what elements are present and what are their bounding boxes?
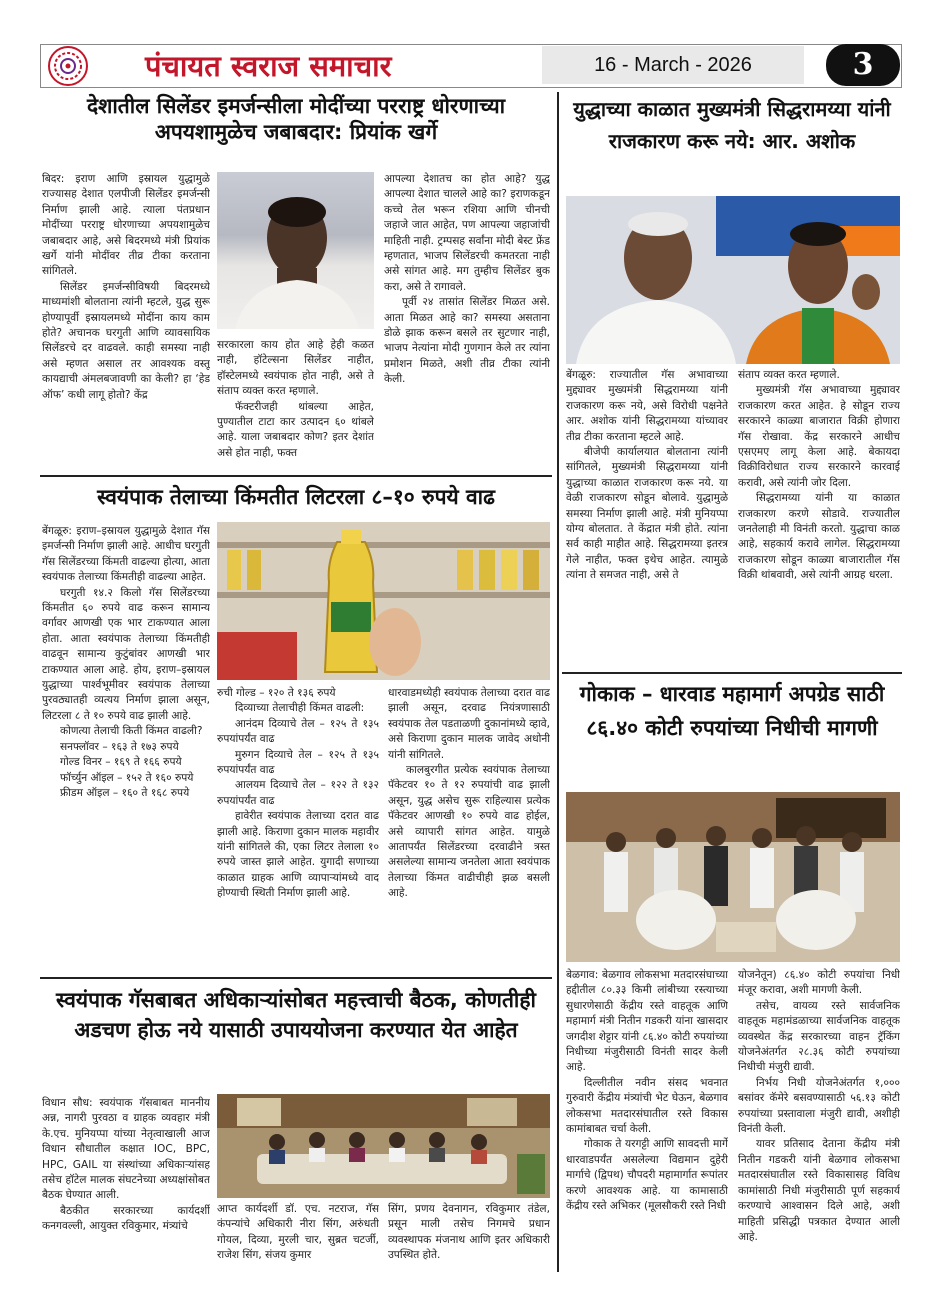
- priyank-kharge-photo: [217, 172, 374, 329]
- paragraph: सिद्धरामय्या यांनी या काळात राजकारण करणे सोडावे. राज्यातील जनतेलाही मी विनंती करतो. युद्धाचा काळ आहे, सहकार्य करावे लागेल. सिद्धरामय्या राजकारण सोडून काळ्या बाजारातील गॅस विक्री थांबवावी, असे त्यांनी आग्रह धरला.: [738, 492, 900, 582]
- article3-column-1: [42, 1096, 210, 1276]
- paragraph: संताप व्यक्त करत म्हणाले.: [738, 369, 840, 381]
- paragraph: हावेरीत स्वयंपाक तेलाच्या दरात वाढ झाली आहे. किराणा दुकान मालक महावीर यांनी सांगितले की, एका लिटर तेलाला १० रुपये जास्त झाले आहेत. युगादी सणाच्या काळात ग्राहक आणि व्यापाऱ्यांमध्ये वाद होण्याची स्थिती निर्माण झाली आहे.: [217, 810, 379, 900]
- paragraph: निर्भय निधी योजनेअंतर्गत १,००० बसांवर कॅमेरे बसवण्यासाठी ५६.१३ कोटी रुपयांच्या प्रस्तावाला मंजुरी द्यावी, अशीही विनंती केली.: [738, 1076, 900, 1136]
- section-divider: [40, 977, 552, 979]
- article1-column-3: [384, 172, 550, 472]
- paragraph: बीजेपी कार्यालयात बोलताना त्यांनी सांगितले, मुख्यमंत्री सिद्धरामय्या यांनी युद्धाच्या काळात राजकारण करू नये. या वेळी राजकारण सोडून बोलावे. युद्धामुळे समस्या निर्माण झाली आहे. मंत्री मुनियप्पा योग्य बोलतात. ते केंद्रात मंत्री होते. त्यांना सर्व काही माहीत आहे. सिद्धरामय्या इतरत्र गेले नाहीत, फक्त इथेच आहेत. त्यामुळे त्यांना ते समजत नाही, असे ते: [566, 446, 728, 582]
- article3-headline: स्वयंपाक गॅसबाबत अधिकाऱ्यांसोबत महत्त्वाची बैठक, कोणतीही अडचण होऊ नये यासाठी उपाययोजना करण्यात येत आहेत: [56, 988, 536, 1043]
- article4-headline: युद्धाच्या काळात मुख्यमंत्री सिद्धरामय्या यांनी राजकारण करू नये: आर. अशोक: [573, 97, 891, 153]
- article5-column-2: [738, 968, 900, 1276]
- article2-headline: स्वयंपाक तेलाच्या किंमतीत लिटरला ८–१० रुपये वाढ: [97, 485, 495, 509]
- logo-emblem-icon: [50, 48, 86, 84]
- paragraph: आनंदम दिव्याचे तेल – १२५ ते १३५ रुपयांपर्यंत वाढ: [217, 717, 379, 746]
- article1-column-2: [217, 338, 374, 472]
- paragraph: आलयम दिव्याचे तेल – १२२ ते १३२ रुपयांपर्यंत वाढ: [217, 779, 379, 807]
- article4-column-2: [738, 368, 900, 668]
- paragraph: दिव्याच्या तेलाचीही किंमत वाढली:: [235, 702, 365, 715]
- article3-column-3: [388, 1202, 550, 1276]
- paragraph: फॅक्टरीजही थांबल्या आहेत, पुण्यातील टाटा कार उत्पादन ६० थांबले आहे. याला जबाबदार कोण? इतर देशांत असे होत नाही, फक्त: [217, 400, 374, 459]
- paragraph: गोकाक ते यरगट्टी आणि सावदत्ती मार्गे धारवाडपर्यंत असलेल्या विद्यमान दुहेरी मार्गाचे (द्विपथ) चौपदरी महामार्गात रूपांतर करणे आवश्यक आहे. या कामासाठी केंद्रीय रस्ते अभिकर (मूलसौकरी रस्ते निधी: [566, 1138, 728, 1213]
- paragraph: सिलेंडर इमर्जन्सीविषयी बिदरमध्ये माध्यमांशी बोलताना त्यांनी म्हटले, युद्ध सुरू होण्यापूर्वी इस्रायलमध्ये मोदींना काय काम होते? अचानक घरगुती आणि व्यावसायिक सिलेंडरचे दर वाढवले. काही समस्या नाही असे म्हणत असाल तर आवश्यक वस्तू कायद्याची अंमलबजावणी का केली? हा ‘हेड ऑफ’ कधी लागू होतो? केंद्र: [42, 280, 210, 401]
- paragraph: बेंगळूरु: राज्यातील गॅस अभावाच्या मुद्द्यावर मुख्यमंत्री सिद्धरामय्या यांनी राजकारण करू नये, असे विरोधी पक्षनेते आर. अशोक यांनी सिद्धरामय्या यांच्यावर तीव्र टीका करताना म्हटले आहे.: [566, 369, 728, 443]
- paragraph: आपल्या देशातच का होत आहे? युद्ध आपल्या देशात चालले आहे का? इराणकडून कच्चे तेल भरून रशिया आणि चीनची जहाजे जात आहेत, पण आपल्या जहाजांची माहिती नाही. ट्रम्पसह सर्वांना मोदी बेस्ट फ्रेंड म्हणतात, भाजप सिलेंडरची कमतरता नाही असे सांगत आहे. मग तुम्हीच सिलेंडर बुक करा, असे ते रागावले.: [384, 173, 550, 293]
- paragraph: घरगुती १४.२ किलो गॅस सिलेंडरच्या किंमतीत ६० रुपये वाढ करून सामान्य वर्गावर आणखी एक भार टाकण्यात आला होता. आता स्वयंपाक तेलाच्या किंमतीही वाढवून सामान्य कुटुंबांवर आणखी भार टाकण्यात आला आहे. होय, इराण–इस्रायल युद्धाच्या पार्श्वभूमीवर स्वयंपाक तेलाच्या पुरवठ्यातही व्यत्यय निर्माण झाला असून, लिटरला ८ ते १० रुपये वाढ झाली आहे.: [42, 586, 210, 722]
- article1-column-1: [42, 172, 210, 472]
- paragraph: पूर्वी २४ तासांत सिलेंडर मिळत असे. आता मिळत आहे का? समस्या असताना डोळे झाक करून बसले तर सुटणार नाही, भाजप नेत्यांना मोदी गुणगान केले तर त्यांना प्रमोशन मिळते, अशी तीव्र टीका त्यांनी केली.: [384, 296, 550, 386]
- article2-column-2: [217, 686, 379, 968]
- cooking-oil-bottle-photo: [217, 522, 550, 680]
- paragraph: गोल्ड विनर – १६९ ते १६६ रुपये: [60, 756, 182, 769]
- paragraph: कालबुरगीत प्रत्येक स्वयंपाक तेलाच्या पॅकेटवर १० ते १२ रुपयांची वाढ झाली असून, युद्ध असेच सुरू राहिल्यास प्रत्येक पॅकेटवर आणखी १० रुपये वाढ होईल, असे व्यापारी सांगत आहेत. यामुळे आतापर्यंत सिलेंडरच्या दरवाढीने त्रस्त असलेल्या सामान्य जनतेला आता स्वयंपाक तेलाच्या किंमत वाढीचीही झळ बसली आहे.: [388, 764, 550, 900]
- paragraph: सनफ्लॉवर – १६३ ते १७३ रुपये: [60, 740, 179, 753]
- paragraph: कोणत्या तेलाची किती किंमत वाढली?: [60, 725, 203, 738]
- siddaramaiah-ashoka-photo: [566, 196, 900, 364]
- paragraph: मुख्यमंत्री गॅस अभावाच्या मुद्द्यावर राजकारण करत आहेत. हे सोडून राज्य सरकारने काळ्या बाजारात विक्री होणारा गॅस रोखावा. केंद्र सरकारने आधीच एसएमए लागू केला आहे. बेकायदा विक्रीविरोधात राज्य सरकारने कारवाई करावी, असे त्यांनी जोर दिला.: [738, 384, 900, 489]
- article3-column-2: [217, 1202, 379, 1276]
- page-number: 3: [826, 44, 900, 86]
- meeting-room-photo: [217, 1094, 550, 1198]
- article2-column-1: [42, 524, 210, 968]
- paragraph: फ्रीडम ऑइल – १६० ते १६८ रुपये: [60, 786, 190, 799]
- paragraph: बिदर: इराण आणि इस्रायल युद्धामुळे राज्यासह देशात एलपीजी सिलेंडर इमर्जन्सी निर्माण झाली आहे. त्याला पंतप्रधान मोदींच्या परराष्ट्र धोरणाच्या अपयशामुळेच जबाबदार आहे, असे बिदरमध्ये मंत्री प्रियांक खर्गे यांनी मोदींवर तीव्र टीका करताना सांगितले.: [42, 173, 210, 278]
- gadkari-shettar-meeting-photo: [566, 792, 900, 962]
- paragraph: सरकारला काय होत आहे हेही कळत नाही, हॉटेल्सना सिलेंडर नाहीत, हॉस्टेलमध्ये स्वयंपाक होत नाही, असे ते संताप व्यक्त करत म्हणाले.: [217, 339, 374, 398]
- paragraph: दिल्लीतील नवीन संसद भवनात गुरुवारी केंद्रीय मंत्र्यांची भेट घेऊन, बेळगाव लोकसभा मतदारसंघातील रस्ते विकास कामांबाबत चर्चा केली.: [566, 1076, 728, 1136]
- article5-headline: गोकाक – धारवाड महामार्ग अपग्रेड साठी ८६.४० कोटी रुपयांच्या निधीची मागणी: [579, 682, 885, 740]
- paragraph: तसेच, वायव्य रस्ते सार्वजनिक वाहतूक महामंडळाच्या सार्वजनिक वाहतूक व्यवस्थेत केंद्र सरकारच्या वाहन ट्रॅकिंग योजनेअंतर्गत २८.३६ कोटी रुपयांच्या निधीची मंजुरी द्यावी.: [738, 999, 900, 1074]
- article5-column-1: [566, 968, 728, 1276]
- article4-column-1: [566, 368, 728, 668]
- column-divider: [557, 92, 559, 1272]
- paragraph: मुरुगन दिव्याचे तेल – १२५ ते १३५ रुपयांपर्यंत वाढ: [217, 748, 379, 777]
- paragraph: धारवाडमध्येही स्वयंपाक तेलाच्या दरात वाढ झाली असून, दरवाढ नियंत्रणासाठी स्वयंपाक तेल पडताळणी दुकानांमध्ये व्हावे, असे किराणा दुकान मालक जावेद अधोनी यांनी सांगितले.: [388, 687, 550, 761]
- paragraph: सिंग, प्रणय देवनागन, रविकुमार तंडेल, प्रसून माली तसेच निगमचे प्रधान व्यवस्थापक मंजनाथ आणि इतर अधिकारी उपस्थित होते.: [388, 1203, 550, 1262]
- issue-date: 16 - March - 2026: [542, 46, 804, 84]
- paragraph: यावर प्रतिसाद देताना केंद्रीय मंत्री नितीन गडकरी यांनी बेळगाव लोकसभा मतदारसंघातील रस्ते विकासासह विविध कामांसाठी निधी मंजुरीसाठी पूर्ण सहकार्य करण्याचे आश्वासन दिले आहे, अशी माहिती प्रसिद्धी पत्रकात देण्यात आली आहे.: [738, 1138, 900, 1243]
- article1-headline: देशातील सिलेंडर इमर्जन्सीला मोदींच्या परराष्ट्र धोरणाच्या अपयशामुळेच जबाबदार: प्रियांक खर्गे: [86, 94, 506, 145]
- paragraph: योजनेतून) ८६.४० कोटी रुपयांचा निधी मंजूर करावा, अशी मागणी केली.: [738, 969, 900, 997]
- paragraph: फॉर्च्युन ऑइल – १५२ ते १६० रुपये: [60, 771, 194, 784]
- paragraph: विधान सौध: स्वयंपाक गॅसबाबत माननीय अन्न, नागरी पुरवठा व ग्राहक व्यवहार मंत्री के.एच. मुनियप्पा यांच्या नेतृत्वाखाली आज विधान सौधातील कक्षात IOC, BPC, HPC, GAIL या संस्थांच्या अधिकाऱ्यांसह तसेच हॉटेल मालक संघटनेच्या अध्यक्षांसोबत बैठक घेण्यात आली.: [42, 1097, 210, 1202]
- paragraph: आप्त कार्यदर्शी डॉ. एच. नटराज, गॅस कंपन्यांचे अधिकारी नीरा सिंग, अरुंधती गोयल, दिव्या, मुरली चार, सुब्रत चटर्जी, राजेश सिंग, संजय कुमार: [217, 1203, 379, 1262]
- paragraph: बैठकीत सरकारच्या कार्यदर्शी कनगवल्ली, आयुक्त रविकुमार, मंत्र्यांचे: [42, 1204, 210, 1233]
- newspaper-title: पंचायत स्वराज समाचार: [145, 49, 392, 83]
- paragraph: बेळगाव: बेळगाव लोकसभा मतदारसंघाच्या हद्दीतील ८०.३३ किमी लांबीच्या रस्त्याच्या सुधारणेसाठी केंद्रीय रस्ते वाहतूक आणि महामार्ग मंत्री नितीन गडकरी यांना खासदार जगदीश शेट्टार यांनी ८६.४० कोटी रुपयांच्या निधीच्या मंजुरीसाठी विनंती सादर केली आहे.: [566, 969, 728, 1074]
- section-divider: [562, 672, 902, 674]
- newspaper-logo: [48, 46, 88, 86]
- section-divider: [40, 475, 552, 477]
- article2-column-3: [388, 686, 550, 968]
- paragraph: रुची गोल्ड – १२० ते १३६ रुपये: [217, 687, 336, 699]
- paragraph: बेंगळूरु: इराण–इस्रायल युद्धामुळे देशात गॅस इमर्जन्सी निर्माण झाली आहे. आधीच घरगुती गॅस सिलेंडरच्या किंमती वाढल्या होत्या, आता स्वयंपाक तेलाच्या किंमतीही वाढल्या आहेत.: [42, 525, 210, 584]
